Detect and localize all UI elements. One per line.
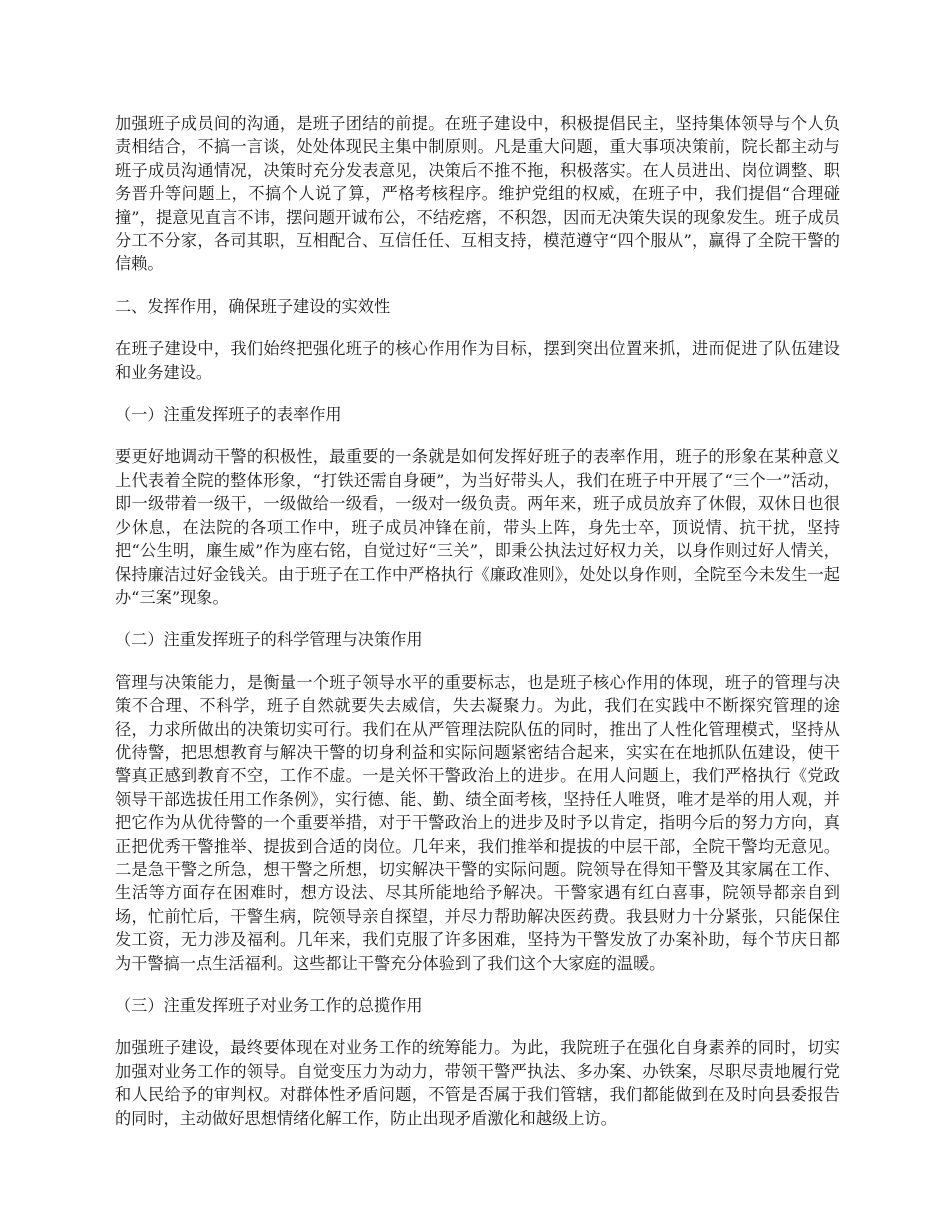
paragraph-team-communication: 加强班子成员间的沟通，是班子团结的前提。在班子建设中，积极提倡民主，坚持集体领导与个人负责相结合，不搞一言谈，处处体现民主集中制原则。凡是重大问题，重大事项决策前，院长都主动与班子成员沟通情况，决策时充分发表意见，决策后不推不拖，积极落实。在人员进出、岗位调整、职务晋升等问题上，不搞个人说了算，严格考核程序。维护党组的权威，在班子中，我们提倡“合理碰撞”，提意见直言不讳，摆问题开诚布公，不结疙瘩，不积怨，因而无决策失误的现象发生。班子成员分工不分家，各司其职，互相配合、互信任任、互相支持，模范遵守“四个服从”，赢得了全院干警的信赖。 bbox=[115, 114, 840, 274]
subsection-heading-1: （一）注重发挥班子的表率作用 bbox=[115, 405, 342, 425]
paragraph-core-role: 在班子建设中，我们始终把强化班子的核心作用作为目标，摆到突出位置来抓，进而促进了队伍建设和业务建设。 bbox=[115, 339, 840, 382]
subsection-heading-3: （三）注重发挥班子对业务工作的总揽作用 bbox=[115, 996, 423, 1015]
paragraph-management-decision: 管理与决策能力，是衡量一个班子领导水平的重要标志，也是班子核心作用的体现，班子的管理与决策不合理、不科学，班子自然就要失去威信，失去凝聚力。为此，我们在实践中不断探究管理的途径，力求所做出的决策切实可行。我们在从严管理法院队伍的同时，推出了人性化管理模式，坚持从优待警，把思想教育与解决干警的切身利益和实际问题紧密结合起来，实实在在地抓队伍建设，使干警真正感到教育不空，工作不虚。一是关怀干警政治上的进步。在用人问题上，我们严格执行《党政领导干部选拔任用工作条例》，实行德、能、勤、绩全面考核，坚持任人唯贤，唯才是举的用人观，并把它作为从优待警的一个重要举措，对于干警政治上的进步及时予以肯定，指明今后的努力方向，真正把优秀干警推举、提拔到合适的岗位。几年来，我们推举和提拔的中层干部，全院干警均无意见。二是急干警之所急，想干警之所想，切实解决干警的实际问题。院领导在得知干警及其家属在工作、生活等方面存在困难时，想方设法、尽其所能地给予解决。干警家遇有红白喜事，院领导都亲自到场，忙前忙后，干警生病，院领导亲自探望，并尽力帮助解决医药费。我县财力十分紧张，只能保住发工资，无力涉及福利。几年来，我们克服了许多困难，坚持为干警发放了办案补助，每个节庆日都为干警搞一点生活福利。这些都让干警充分体验到了我们这个大家庭的温暖。 bbox=[115, 672, 840, 973]
document-body bbox=[115, 112, 840, 1149]
subsection-heading-2: （二）注重发挥班子的科学管理与决策作用 bbox=[115, 630, 423, 650]
paragraph-exemplary-role: 要更好地调动干警的积极性，最重要的一条就是如何发挥好班子的表率作用，班子的形象在某种意义上代表着全院的整体形象，“打铁还需自身硬”，为当好带头人，我们在班子中开展了“三个一”活动，即一级带着一级干，一级做给一级看，一级对一级负责。两年来，班子成员放弃了休假，双休日也很少休息，在法院的各项工作中，班子成员冲锋在前，带头上阵，身先士卒，顶说情、抗干扰，坚持把“公生明，廉生威”作为座右铭，自觉过好“三关”，即秉公执法过好权力关，以身作则过好人情关，保持廉洁过好金钱关。由于班子在工作中严格执行《廉政准则》，处处以身作则，全院至今未发生一起办“三案”现象。 bbox=[115, 447, 840, 607]
paragraph-business-oversight: 加强班子建设，最终要体现在对业务工作的统筹能力。为此，我院班子在强化自身素养的同时，切实加强对业务工作的领导。自觉变压力为动力，带领干警严执法、多办案、办铁案，尽职尽责地履行党和人民给予的审判权。对群体性矛盾问题，不管是否属于我们管辖，我们都能做到在及时向县委报告的同时，主动做好思想情绪化解工作，防止出现矛盾激化和越级上访。 bbox=[115, 1038, 840, 1128]
section-heading-2: 二、发挥作用，确保班子建设的实效性 bbox=[115, 296, 391, 316]
